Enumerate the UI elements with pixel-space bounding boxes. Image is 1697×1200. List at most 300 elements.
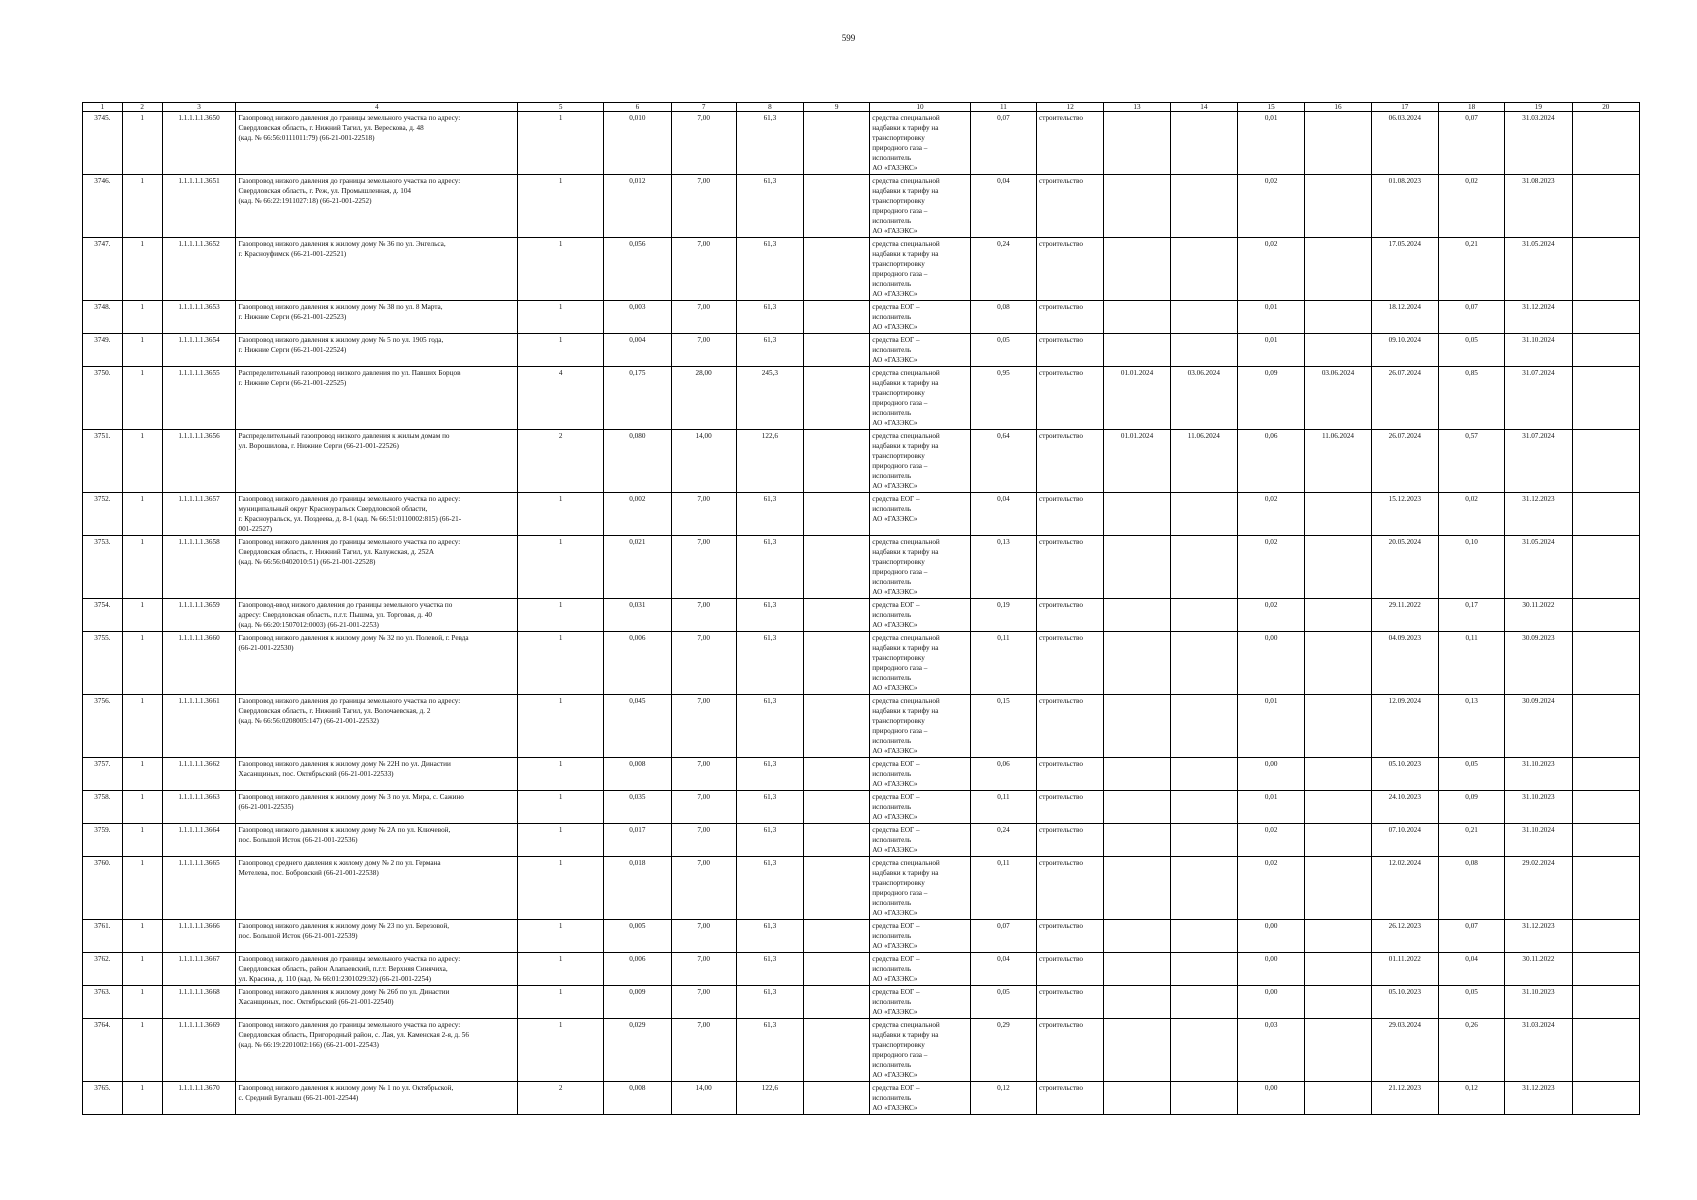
end-date-cell <box>1170 334 1237 367</box>
deadline-cell: 30.11.2022 <box>1505 599 1572 632</box>
start-date-cell <box>1104 238 1170 301</box>
row-number: 3752. <box>83 493 123 536</box>
code-cell: 1.1.1.1.1.3670 <box>162 1082 236 1115</box>
col2-cell: 1 <box>122 632 162 695</box>
col5-cell: 1 <box>518 986 604 1019</box>
row-number: 3753. <box>83 536 123 599</box>
column-header: 15 <box>1238 103 1305 112</box>
col7-cell: 7,00 <box>671 175 736 238</box>
col20-cell <box>1572 695 1639 758</box>
end-date-cell <box>1170 953 1237 986</box>
date-cell: 09.10.2024 <box>1371 334 1438 367</box>
column-header: 7 <box>671 103 736 112</box>
deadline-cell: 31.12.2024 <box>1505 301 1572 334</box>
work-type-cell: строительство <box>1037 953 1104 986</box>
table-row <box>83 758 1640 791</box>
start-date-cell: 01.01.2024 <box>1104 367 1170 430</box>
col16-cell: 03.06.2024 <box>1305 367 1371 430</box>
object-name-cell: Газопровод низкого давления к жилому дому № 5 по ул. 1905 года, г. Нижние Серги (66-21-001-22524) <box>236 334 518 367</box>
data-table <box>82 102 1640 1115</box>
col9-cell <box>804 791 870 824</box>
row-number: 3750. <box>83 367 123 430</box>
start-date-cell <box>1104 334 1170 367</box>
work-type-cell: строительство <box>1037 857 1104 920</box>
col16-cell <box>1305 758 1371 791</box>
row-number: 3756. <box>83 695 123 758</box>
object-name-cell: Газопровод низкого давления к жилому дому № 22Н по ул. Династии Хасанщиных, пос. Октябрьский (66-21-001-22533) <box>236 758 518 791</box>
col7-cell: 7,00 <box>671 1019 736 1082</box>
table-row <box>83 1019 1640 1082</box>
column-header: 4 <box>236 103 518 112</box>
length-cell: 0,031 <box>604 599 671 632</box>
col5-cell: 1 <box>518 112 604 175</box>
funding-source-cell: средства ЕОГ – исполнитель АО «ГАЗЭКС» <box>870 824 970 857</box>
col2-cell: 1 <box>122 986 162 1019</box>
col8-cell: 61,3 <box>736 791 803 824</box>
col16-cell <box>1305 493 1371 536</box>
col2-cell: 1 <box>122 1019 162 1082</box>
col16-cell <box>1305 175 1371 238</box>
code-cell: 1.1.1.1.1.3661 <box>162 695 236 758</box>
row-number: 3765. <box>83 1082 123 1115</box>
deadline-cell: 31.08.2023 <box>1505 175 1572 238</box>
col20-cell <box>1572 857 1639 920</box>
row-number: 3759. <box>83 824 123 857</box>
col11-cell: 0,06 <box>970 758 1036 791</box>
end-date-cell <box>1170 632 1237 695</box>
col8-cell: 61,3 <box>736 824 803 857</box>
funding-source-cell: средства ЕОГ – исполнитель АО «ГАЗЭКС» <box>870 986 970 1019</box>
start-date-cell <box>1104 493 1170 536</box>
start-date-cell <box>1104 536 1170 599</box>
code-cell: 1.1.1.1.1.3662 <box>162 758 236 791</box>
length-cell: 0,008 <box>604 758 671 791</box>
deadline-cell: 30.09.2024 <box>1505 695 1572 758</box>
column-header: 14 <box>1170 103 1237 112</box>
end-date-cell: 03.06.2024 <box>1170 367 1237 430</box>
length-cell: 0,045 <box>604 695 671 758</box>
table-body <box>83 112 1640 1115</box>
table-row <box>83 367 1640 430</box>
date-cell: 01.08.2023 <box>1371 175 1438 238</box>
end-date-cell <box>1170 695 1237 758</box>
funding-source-cell: средства ЕОГ – исполнитель АО «ГАЗЭКС» <box>870 334 970 367</box>
col5-cell: 1 <box>518 175 604 238</box>
col18-cell: 0,21 <box>1438 238 1504 301</box>
col11-cell: 0,04 <box>970 953 1036 986</box>
column-header: 13 <box>1104 103 1170 112</box>
col9-cell <box>804 824 870 857</box>
funding-source-cell: средства ЕОГ – исполнитель АО «ГАЗЭКС» <box>870 791 970 824</box>
col8-cell: 61,3 <box>736 920 803 953</box>
col8-cell: 61,3 <box>736 238 803 301</box>
work-type-cell: строительство <box>1037 599 1104 632</box>
code-cell: 1.1.1.1.1.3650 <box>162 112 236 175</box>
col15-cell: 0,01 <box>1238 334 1305 367</box>
column-header: 6 <box>604 103 671 112</box>
end-date-cell <box>1170 758 1237 791</box>
start-date-cell <box>1104 857 1170 920</box>
col9-cell <box>804 493 870 536</box>
date-cell: 06.03.2024 <box>1371 112 1438 175</box>
col9-cell <box>804 632 870 695</box>
col16-cell <box>1305 536 1371 599</box>
table-row <box>83 857 1640 920</box>
column-header: 19 <box>1505 103 1572 112</box>
col16-cell <box>1305 1082 1371 1115</box>
col5-cell: 1 <box>518 536 604 599</box>
col2-cell: 1 <box>122 920 162 953</box>
col7-cell: 7,00 <box>671 824 736 857</box>
col7-cell: 7,00 <box>671 112 736 175</box>
col18-cell: 0,02 <box>1438 493 1504 536</box>
end-date-cell <box>1170 857 1237 920</box>
length-cell: 0,175 <box>604 367 671 430</box>
row-number: 3764. <box>83 1019 123 1082</box>
column-header: 11 <box>970 103 1036 112</box>
end-date-cell <box>1170 791 1237 824</box>
col9-cell <box>804 334 870 367</box>
work-type-cell: строительство <box>1037 986 1104 1019</box>
length-cell: 0,009 <box>604 986 671 1019</box>
funding-source-cell: средства специальной надбавки к тарифу на транспортировку природного газа – исполнитель АО «ГАЗЭКС» <box>870 175 970 238</box>
col8-cell: 61,3 <box>736 301 803 334</box>
length-cell: 0,005 <box>604 920 671 953</box>
object-name-cell: Газопровод низкого давления до границы земельного участка по адресу: Свердловская область, г. Нижний Тагил, ул. Верескова, д. 48 (кад. № 66:56:0111011:79) (66-21-001-22518) <box>236 112 518 175</box>
col20-cell <box>1572 175 1639 238</box>
col11-cell: 0,11 <box>970 632 1036 695</box>
col8-cell: 61,3 <box>736 632 803 695</box>
col5-cell: 4 <box>518 367 604 430</box>
object-name-cell: Распределительный газопровод низкого давления к жилым домам по ул. Ворошилова, г. Нижние Серги (66-21-001-22526) <box>236 430 518 493</box>
table-row <box>83 536 1640 599</box>
col9-cell <box>804 367 870 430</box>
end-date-cell <box>1170 986 1237 1019</box>
object-name-cell: Газопровод низкого давления до границы земельного участка по адресу: Свердловская область, г. Реж, ул. Промышленная, д. 104 (кад. № 66:22:1911027:18) (66-21-001-2252) <box>236 175 518 238</box>
col9-cell <box>804 1019 870 1082</box>
col20-cell <box>1572 758 1639 791</box>
deadline-cell: 31.12.2023 <box>1505 920 1572 953</box>
start-date-cell <box>1104 1082 1170 1115</box>
row-number: 3761. <box>83 920 123 953</box>
col15-cell: 0,02 <box>1238 536 1305 599</box>
end-date-cell <box>1170 824 1237 857</box>
date-cell: 24.10.2023 <box>1371 791 1438 824</box>
col11-cell: 0,04 <box>970 493 1036 536</box>
col8-cell: 122,6 <box>736 1082 803 1115</box>
object-name-cell: Распределительный газопровод низкого давления по ул. Павших Борцов г. Нижние Серги (66-21-001-22525) <box>236 367 518 430</box>
date-cell: 04.09.2023 <box>1371 632 1438 695</box>
work-type-cell: строительство <box>1037 238 1104 301</box>
col15-cell: 0,00 <box>1238 986 1305 1019</box>
row-number: 3745. <box>83 112 123 175</box>
object-name-cell: Газопровод низкого давления к жилому дому № 3 по ул. Мира, с. Сажино (66-21-001-22535) <box>236 791 518 824</box>
deadline-cell: 31.07.2024 <box>1505 367 1572 430</box>
col20-cell <box>1572 367 1639 430</box>
col9-cell <box>804 238 870 301</box>
col7-cell: 7,00 <box>671 758 736 791</box>
col16-cell <box>1305 599 1371 632</box>
col8-cell: 61,3 <box>736 857 803 920</box>
object-name-cell: Газопровод низкого давления к жилому дому № 32 по ул. Полевой, г. Ревда (66-21-001-22530) <box>236 632 518 695</box>
col2-cell: 1 <box>122 238 162 301</box>
col5-cell: 1 <box>518 301 604 334</box>
code-cell: 1.1.1.1.1.3658 <box>162 536 236 599</box>
col2-cell: 1 <box>122 536 162 599</box>
end-date-cell <box>1170 536 1237 599</box>
row-number: 3757. <box>83 758 123 791</box>
col2-cell: 1 <box>122 430 162 493</box>
length-cell: 0,018 <box>604 857 671 920</box>
length-cell: 0,002 <box>604 493 671 536</box>
code-cell: 1.1.1.1.1.3652 <box>162 238 236 301</box>
deadline-cell: 31.03.2024 <box>1505 112 1572 175</box>
object-name-cell: Газопровод низкого давления к жилому дому № 23 по ул. Березовой, пос. Большой Исток (66-21-001-22539) <box>236 920 518 953</box>
col18-cell: 0,02 <box>1438 175 1504 238</box>
end-date-cell <box>1170 493 1237 536</box>
object-name-cell: Газопровод низкого давления к жилому дому № 38 по ул. 8 Марта, г. Нижние Серги (66-21-001-22523) <box>236 301 518 334</box>
funding-source-cell: средства ЕОГ – исполнитель АО «ГАЗЭКС» <box>870 599 970 632</box>
col7-cell: 7,00 <box>671 695 736 758</box>
table-row <box>83 175 1640 238</box>
col20-cell <box>1572 112 1639 175</box>
deadline-cell: 31.12.2023 <box>1505 493 1572 536</box>
col11-cell: 0,08 <box>970 301 1036 334</box>
col7-cell: 28,00 <box>671 367 736 430</box>
col8-cell: 61,3 <box>736 986 803 1019</box>
start-date-cell <box>1104 112 1170 175</box>
date-cell: 26.07.2024 <box>1371 367 1438 430</box>
object-name-cell: Газопровод низкого давления к жилому дому № 1 по ул. Октябрьской, с. Средний Бугалыш (66-21-001-22544) <box>236 1082 518 1115</box>
col9-cell <box>804 430 870 493</box>
col2-cell: 1 <box>122 599 162 632</box>
col20-cell <box>1572 599 1639 632</box>
column-header: 10 <box>870 103 970 112</box>
col8-cell: 61,3 <box>736 112 803 175</box>
col7-cell: 7,00 <box>671 857 736 920</box>
funding-source-cell: средства ЕОГ – исполнитель АО «ГАЗЭКС» <box>870 301 970 334</box>
col9-cell <box>804 857 870 920</box>
col9-cell <box>804 953 870 986</box>
table-row <box>83 986 1640 1019</box>
col11-cell: 0,12 <box>970 1082 1036 1115</box>
col5-cell: 1 <box>518 920 604 953</box>
col18-cell: 0,07 <box>1438 301 1504 334</box>
deadline-cell: 31.05.2024 <box>1505 536 1572 599</box>
page-number: 599 <box>841 33 856 43</box>
col5-cell: 2 <box>518 430 604 493</box>
work-type-cell: строительство <box>1037 493 1104 536</box>
deadline-cell: 30.11.2022 <box>1505 953 1572 986</box>
date-cell: 12.02.2024 <box>1371 857 1438 920</box>
col16-cell <box>1305 695 1371 758</box>
col7-cell: 7,00 <box>671 632 736 695</box>
length-cell: 0,006 <box>604 632 671 695</box>
column-header: 12 <box>1037 103 1104 112</box>
col15-cell: 0,00 <box>1238 758 1305 791</box>
col5-cell: 1 <box>518 758 604 791</box>
column-header: 8 <box>736 103 803 112</box>
col5-cell: 1 <box>518 1019 604 1082</box>
col7-cell: 7,00 <box>671 599 736 632</box>
code-cell: 1.1.1.1.1.3660 <box>162 632 236 695</box>
col7-cell: 7,00 <box>671 238 736 301</box>
col15-cell: 0,02 <box>1238 493 1305 536</box>
end-date-cell <box>1170 920 1237 953</box>
col8-cell: 61,3 <box>736 695 803 758</box>
col2-cell: 1 <box>122 175 162 238</box>
funding-source-cell: средства специальной надбавки к тарифу на транспортировку природного газа – исполнитель АО «ГАЗЭКС» <box>870 857 970 920</box>
work-type-cell: строительство <box>1037 175 1104 238</box>
column-header: 3 <box>162 103 236 112</box>
col5-cell: 1 <box>518 791 604 824</box>
funding-source-cell: средства ЕОГ – исполнитель АО «ГАЗЭКС» <box>870 920 970 953</box>
deadline-cell: 31.07.2024 <box>1505 430 1572 493</box>
col11-cell: 0,19 <box>970 599 1036 632</box>
col2-cell: 1 <box>122 857 162 920</box>
table-row <box>83 632 1640 695</box>
column-header: 20 <box>1572 103 1639 112</box>
col18-cell: 0,09 <box>1438 791 1504 824</box>
work-type-cell: строительство <box>1037 695 1104 758</box>
deadline-cell: 29.02.2024 <box>1505 857 1572 920</box>
col15-cell: 0,02 <box>1238 599 1305 632</box>
col11-cell: 0,11 <box>970 791 1036 824</box>
date-cell: 05.10.2023 <box>1371 758 1438 791</box>
row-number: 3760. <box>83 857 123 920</box>
col18-cell: 0,17 <box>1438 599 1504 632</box>
col9-cell <box>804 536 870 599</box>
object-name-cell: Газопровод низкого давления до границы земельного участка по адресу: Свердловская область, г. Нижний Тагил, ул. Волочаевская, д. 2 (кад. № 66:56:0208005:147) (66-21-001-22532) <box>236 695 518 758</box>
col16-cell <box>1305 112 1371 175</box>
column-header: 16 <box>1305 103 1371 112</box>
col9-cell <box>804 112 870 175</box>
col9-cell <box>804 599 870 632</box>
col20-cell <box>1572 632 1639 695</box>
end-date-cell <box>1170 1082 1237 1115</box>
col8-cell: 61,3 <box>736 536 803 599</box>
col15-cell: 0,00 <box>1238 632 1305 695</box>
table-row <box>83 430 1640 493</box>
col11-cell: 0,24 <box>970 824 1036 857</box>
col16-cell <box>1305 301 1371 334</box>
col18-cell: 0,10 <box>1438 536 1504 599</box>
col5-cell: 1 <box>518 695 604 758</box>
col15-cell: 0,06 <box>1238 430 1305 493</box>
length-cell: 0,012 <box>604 175 671 238</box>
col15-cell: 0,00 <box>1238 953 1305 986</box>
col20-cell <box>1572 791 1639 824</box>
col11-cell: 0,24 <box>970 238 1036 301</box>
deadline-cell: 31.10.2023 <box>1505 791 1572 824</box>
col11-cell: 0,07 <box>970 920 1036 953</box>
date-cell: 12.09.2024 <box>1371 695 1438 758</box>
col18-cell: 0,08 <box>1438 857 1504 920</box>
code-cell: 1.1.1.1.1.3666 <box>162 920 236 953</box>
col20-cell <box>1572 824 1639 857</box>
col8-cell: 61,3 <box>736 953 803 986</box>
col15-cell: 0,01 <box>1238 112 1305 175</box>
date-cell: 15.12.2023 <box>1371 493 1438 536</box>
row-number: 3755. <box>83 632 123 695</box>
date-cell: 26.12.2023 <box>1371 920 1438 953</box>
code-cell: 1.1.1.1.1.3667 <box>162 953 236 986</box>
row-number: 3751. <box>83 430 123 493</box>
col7-cell: 7,00 <box>671 334 736 367</box>
col15-cell: 0,01 <box>1238 791 1305 824</box>
work-type-cell: строительство <box>1037 301 1104 334</box>
object-name-cell: Газопровод низкого давления до границы земельного участка по адресу: муниципальный округ Красноуральск Свердловской области, г. Красноуральск, ул. Поздеева, д. 8-1 (кад. № 66:51:0110002:815) (66-21- 001-22527) <box>236 493 518 536</box>
length-cell: 0,017 <box>604 824 671 857</box>
start-date-cell <box>1104 632 1170 695</box>
object-name-cell: Газопровод низкого давления к жилому дому № 36 по ул. Энгельса, г. Красноуфимск (66-21-001-22521) <box>236 238 518 301</box>
col15-cell: 0,02 <box>1238 824 1305 857</box>
column-header: 18 <box>1438 103 1504 112</box>
col2-cell: 1 <box>122 824 162 857</box>
work-type-cell: строительство <box>1037 430 1104 493</box>
col15-cell: 0,01 <box>1238 695 1305 758</box>
col2-cell: 1 <box>122 695 162 758</box>
col9-cell <box>804 758 870 791</box>
funding-source-cell: средства специальной надбавки к тарифу на транспортировку природного газа – исполнитель АО «ГАЗЭКС» <box>870 632 970 695</box>
table-row <box>83 920 1640 953</box>
row-number: 3763. <box>83 986 123 1019</box>
start-date-cell <box>1104 920 1170 953</box>
funding-source-cell: средства специальной надбавки к тарифу на транспортировку природного газа – исполнитель АО «ГАЗЭКС» <box>870 430 970 493</box>
col2-cell: 1 <box>122 791 162 824</box>
col5-cell: 1 <box>518 493 604 536</box>
deadline-cell: 31.12.2023 <box>1505 1082 1572 1115</box>
code-cell: 1.1.1.1.1.3664 <box>162 824 236 857</box>
code-cell: 1.1.1.1.1.3654 <box>162 334 236 367</box>
col11-cell: 0,64 <box>970 430 1036 493</box>
table-row <box>83 1082 1640 1115</box>
object-name-cell: Газопровод низкого давления до границы земельного участка по адресу: Свердловская область, район Алапаевский, п.г.т. Верхняя Синячиха, ул. Красина, д. 110 (кад. № 66:01:2301029:32) (66-21-001-2254) <box>236 953 518 986</box>
col20-cell <box>1572 301 1639 334</box>
col16-cell <box>1305 632 1371 695</box>
date-cell: 01.11.2022 <box>1371 953 1438 986</box>
col18-cell: 0,05 <box>1438 758 1504 791</box>
col11-cell: 0,95 <box>970 367 1036 430</box>
col15-cell: 0,09 <box>1238 367 1305 430</box>
col7-cell: 7,00 <box>671 791 736 824</box>
col5-cell: 1 <box>518 238 604 301</box>
funding-source-cell: средства специальной надбавки к тарифу на транспортировку природного газа – исполнитель АО «ГАЗЭКС» <box>870 695 970 758</box>
funding-source-cell: средства ЕОГ – исполнитель АО «ГАЗЭКС» <box>870 493 970 536</box>
col8-cell: 61,3 <box>736 599 803 632</box>
row-number: 3748. <box>83 301 123 334</box>
col18-cell: 0,21 <box>1438 824 1504 857</box>
work-type-cell: строительство <box>1037 334 1104 367</box>
col7-cell: 7,00 <box>671 986 736 1019</box>
end-date-cell <box>1170 301 1237 334</box>
length-cell: 0,010 <box>604 112 671 175</box>
table-row <box>83 791 1640 824</box>
col7-cell: 14,00 <box>671 1082 736 1115</box>
object-name-cell: Газопровод-ввод низкого давления до границы земельного участка по адресу: Свердловская область, п.г.т. Пышма, ул. Торговая, д. 40 (кад. № 66:20:1507012:0003) (66-21-001-2253) <box>236 599 518 632</box>
col2-cell: 1 <box>122 953 162 986</box>
date-cell: 17.05.2024 <box>1371 238 1438 301</box>
col9-cell <box>804 1082 870 1115</box>
length-cell: 0,035 <box>604 791 671 824</box>
col15-cell: 0,02 <box>1238 857 1305 920</box>
col8-cell: 61,3 <box>736 175 803 238</box>
end-date-cell <box>1170 175 1237 238</box>
date-cell: 07.10.2024 <box>1371 824 1438 857</box>
start-date-cell <box>1104 824 1170 857</box>
col16-cell <box>1305 238 1371 301</box>
col16-cell <box>1305 334 1371 367</box>
